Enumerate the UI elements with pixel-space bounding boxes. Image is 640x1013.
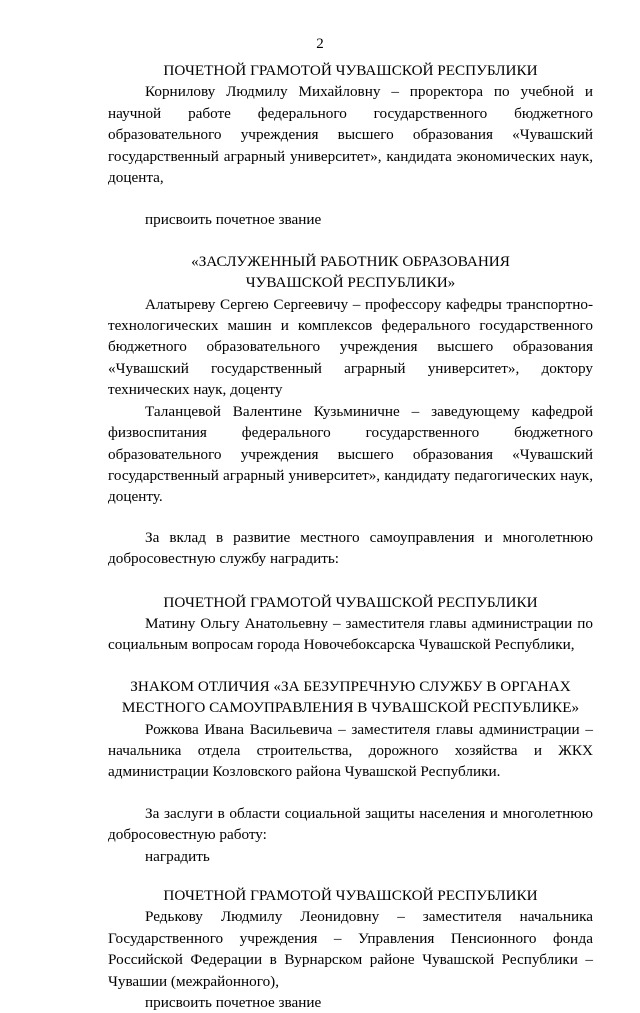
award-heading-badge-of-distinction: ЗНАКОМ ОТЛИЧИЯ «ЗА БЕЗУПРЕЧНУЮ СЛУЖБУ В ОРГАНАХ МЕСТНОГО САМОУПРАВЛЕНИЯ В ЧУВАШСКОЙ РЕСПУБЛИКЕ» — [121, 677, 580, 717]
document-body — [108, 60, 593, 1013]
assign-title-line: присвоить почетное звание — [145, 211, 322, 229]
intro-paragraph-social-protection: За заслуги в области социальной защиты населения и многолетнюю добросовестную работу: — [108, 804, 593, 844]
page-number: 2 — [316, 36, 324, 52]
nominee-paragraph-rozhkov: Рожкова Ивана Васильевича – заместителя главы администрации – начальника отдела строительства, дорожного хозяйства и ЖКХ администрации Козловского района Чувашской Республики. — [108, 720, 593, 781]
nominee-paragraph-matina: Матину Ольгу Анатольевну – заместителя главы администрации по социальным вопросам города Новочебоксарска Чувашской Республики, — [108, 614, 593, 654]
award-heading-honored-education-worker: «ЗАСЛУЖЕННЫЙ РАБОТНИК ОБРАЗОВАНИЯ ЧУВАШСКОЙ РЕСПУБЛИКИ» — [191, 252, 510, 292]
intro-paragraph-local-government: За вклад в развитие местного самоуправления и многолетнюю добросовестную службу наградить: — [108, 528, 593, 568]
nominee-paragraph-talantseva: Таланцевой Валентине Кузьминичне – заведующему кафедрой физвоспитания федерального государственного бюджетного образовательного учреждения высшего образования «Чувашский государственный аграрный университет», кандидату педагогических наук, доценту. — [108, 402, 593, 506]
award-heading-honorary-diploma: ПОЧЕТНОЙ ГРАМОТОЙ ЧУВАШСКОЙ РЕСПУБЛИКИ — [163, 62, 538, 79]
award-word-line: наградить — [145, 847, 210, 865]
nominee-paragraph-kornilova: Корнилову Людмилу Михайловну – проректора по учебной и научной работе федерального государственного бюджетного образовательного учреждения высшего образования «Чувашский государственный аграрный университет», кандидата экономических наук, доцента, — [108, 83, 593, 187]
award-heading-honorary-diploma-3: ПОЧЕТНОЙ ГРАМОТОЙ ЧУВАШСКОЙ РЕСПУБЛИКИ — [163, 887, 538, 904]
nominee-paragraph-alatyrev: Алатыреву Сергею Сергеевичу – профессору кафедры транспортно-технологических машин и комплексов федерального государственного бюджетного образовательного учреждения высшего образования «Чувашский государственный аграрный университет», доктору технических наук, доценту — [108, 295, 593, 399]
assign-title-line-2: присвоить почетное звание — [145, 994, 322, 1012]
award-heading-honorary-diploma-2: ПОЧЕТНОЙ ГРАМОТОЙ ЧУВАШСКОЙ РЕСПУБЛИКИ — [163, 593, 538, 611]
nominee-paragraph-redkova: Редькову Людмилу Леонидовну – заместителя начальника Государственного учреждения – Управления Пенсионного фонда Российской Федерации в Вурнарском районе Чувашской Республики – Чувашии (межрайонного), — [108, 908, 593, 990]
